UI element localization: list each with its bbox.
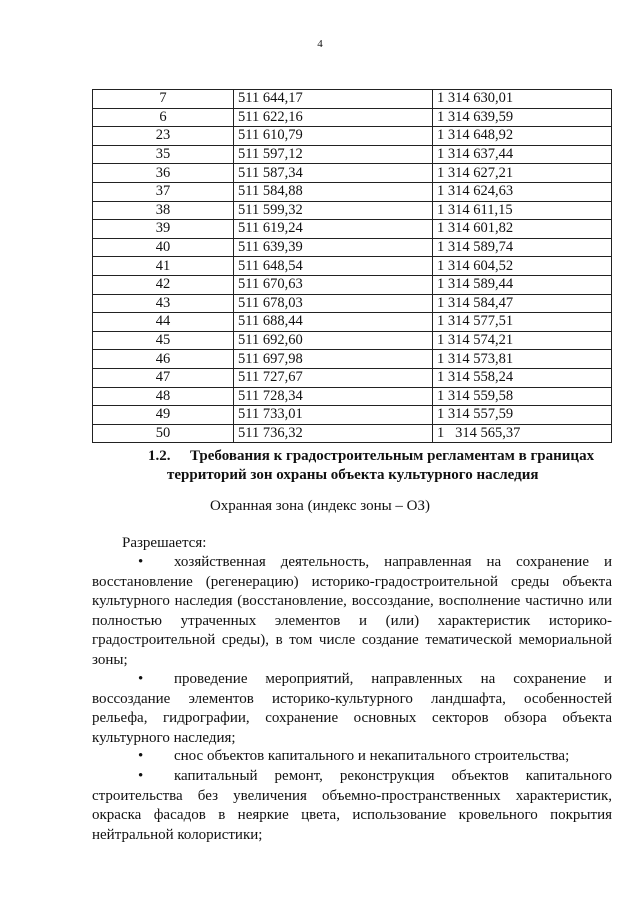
bullet-icon: • [138,748,144,764]
table-row [93,127,612,146]
table-row [93,164,612,183]
section-number: 1.2. [148,448,171,464]
point-number-cell: 38 [93,201,234,220]
x-coordinate-cell: 511 697,98 [234,350,433,369]
x-coordinate-cell: 511 584,88 [234,182,433,201]
table-row [93,220,612,239]
x-coordinate-cell: 511 639,39 [234,238,433,257]
table-row [93,368,612,387]
y-coordinate-cell: 1 314 624,63 [433,182,612,201]
x-coordinate-cell: 511 688,44 [234,313,433,332]
table-row [93,350,612,369]
bullet-icon: • [138,768,144,784]
y-coordinate-cell: 1 314 565,37 [433,424,612,443]
point-number-cell: 40 [93,238,234,257]
list-item [92,553,612,670]
allowed-label: Разрешается: [122,535,207,551]
point-number-cell: 46 [93,350,234,369]
section-title-line2: территорий зон охраны объекта культурного наследия [167,467,539,483]
point-number-cell: 41 [93,257,234,276]
section-title-line1: Требования к градостроительным регламентам в границах [190,448,595,464]
y-coordinate-cell: 1 314 559,58 [433,387,612,406]
point-number-cell: 50 [93,424,234,443]
table-row [93,424,612,443]
x-coordinate-cell: 511 619,24 [234,220,433,239]
point-number-cell: 45 [93,331,234,350]
table-row [93,313,612,332]
list-item-text: капитальный ремонт, реконструкция объектов капитального строительства без увеличения объемно-пространственных характеристик, окраска фасадов в неяркие цвета, использование кровельного покрытия нейтральной колористики; [92,768,612,843]
x-coordinate-cell: 511 622,16 [234,108,433,127]
point-number-cell: 49 [93,406,234,425]
point-number-cell: 7 [93,90,234,109]
point-number-cell: 43 [93,294,234,313]
table-row [93,387,612,406]
y-coordinate-cell: 1 314 627,21 [433,164,612,183]
x-coordinate-cell: 511 587,34 [234,164,433,183]
list-item-text: хозяйственная деятельность, направленная на сохранение и восстановление (регенерацию) историко-градостроительной среды объекта культурного наследия (восстановление, воссоздание, восполнение частично или полностью утраченных элементов и (или) характеристик историко-градостроительной среды), в том числе создание тематической мемориальной зоны; [92,554,612,668]
point-number-cell: 47 [93,368,234,387]
y-coordinate-cell: 1 314 584,47 [433,294,612,313]
y-coordinate-cell: 1 314 558,24 [433,368,612,387]
table-row [93,90,612,109]
y-coordinate-cell: 1 314 589,74 [433,238,612,257]
bullet-icon: • [138,554,144,570]
point-number-cell: 48 [93,387,234,406]
table-row [93,182,612,201]
table-row [93,257,612,276]
x-coordinate-cell: 511 597,12 [234,145,433,164]
x-coordinate-cell: 511 670,63 [234,275,433,294]
y-coordinate-cell: 1 314 611,15 [433,201,612,220]
point-number-cell: 6 [93,108,234,127]
y-coordinate-cell: 1 314 589,44 [433,275,612,294]
point-number-cell: 44 [93,313,234,332]
point-number-cell: 37 [93,182,234,201]
coordinates-table [92,89,612,443]
table-row [93,145,612,164]
list-item-text: снос объектов капитального и некапитального строительства; [174,748,570,764]
y-coordinate-cell: 1 314 604,52 [433,257,612,276]
table-row [93,275,612,294]
x-coordinate-cell: 511 678,03 [234,294,433,313]
y-coordinate-cell: 1 314 630,01 [433,90,612,109]
list-item [92,670,612,748]
point-number-cell: 23 [93,127,234,146]
table-row [93,406,612,425]
y-coordinate-cell: 1 314 573,81 [433,350,612,369]
point-number-cell: 42 [93,275,234,294]
x-coordinate-cell: 511 736,32 [234,424,433,443]
y-coordinate-cell: 1 314 577,51 [433,313,612,332]
list-item-text: проведение мероприятий, направленных на сохранение и воссоздание элементов историко-культурного ландшафта, особенностей рельефа, гидрографии, сохранение основных секторов обзора объекта культурного наследия; [92,671,612,746]
table-row [93,201,612,220]
y-coordinate-cell: 1 314 574,21 [433,331,612,350]
table-row [93,331,612,350]
x-coordinate-cell: 511 648,54 [234,257,433,276]
x-coordinate-cell: 511 599,32 [234,201,433,220]
table-row [93,238,612,257]
bullet-icon: • [138,671,144,687]
x-coordinate-cell: 511 727,67 [234,368,433,387]
point-number-cell: 36 [93,164,234,183]
x-coordinate-cell: 511 692,60 [234,331,433,350]
x-coordinate-cell: 511 610,79 [234,127,433,146]
x-coordinate-cell: 511 733,01 [234,406,433,425]
list-item [92,767,612,845]
table-row [93,108,612,127]
list-item [92,747,612,767]
x-coordinate-cell: 511 644,17 [234,90,433,109]
x-coordinate-cell: 511 728,34 [234,387,433,406]
y-coordinate-cell: 1 314 639,59 [433,108,612,127]
y-coordinate-cell: 1 314 637,44 [433,145,612,164]
zone-label: Охранная зона (индекс зоны – ОЗ) [209,498,431,514]
section-heading [148,447,608,485]
point-number-cell: 39 [93,220,234,239]
y-coordinate-cell: 1 314 557,59 [433,406,612,425]
page-number: 4 [317,38,323,50]
y-coordinate-cell: 1 314 648,92 [433,127,612,146]
point-number-cell: 35 [93,145,234,164]
table-row [93,294,612,313]
y-coordinate-cell: 1 314 601,82 [433,220,612,239]
